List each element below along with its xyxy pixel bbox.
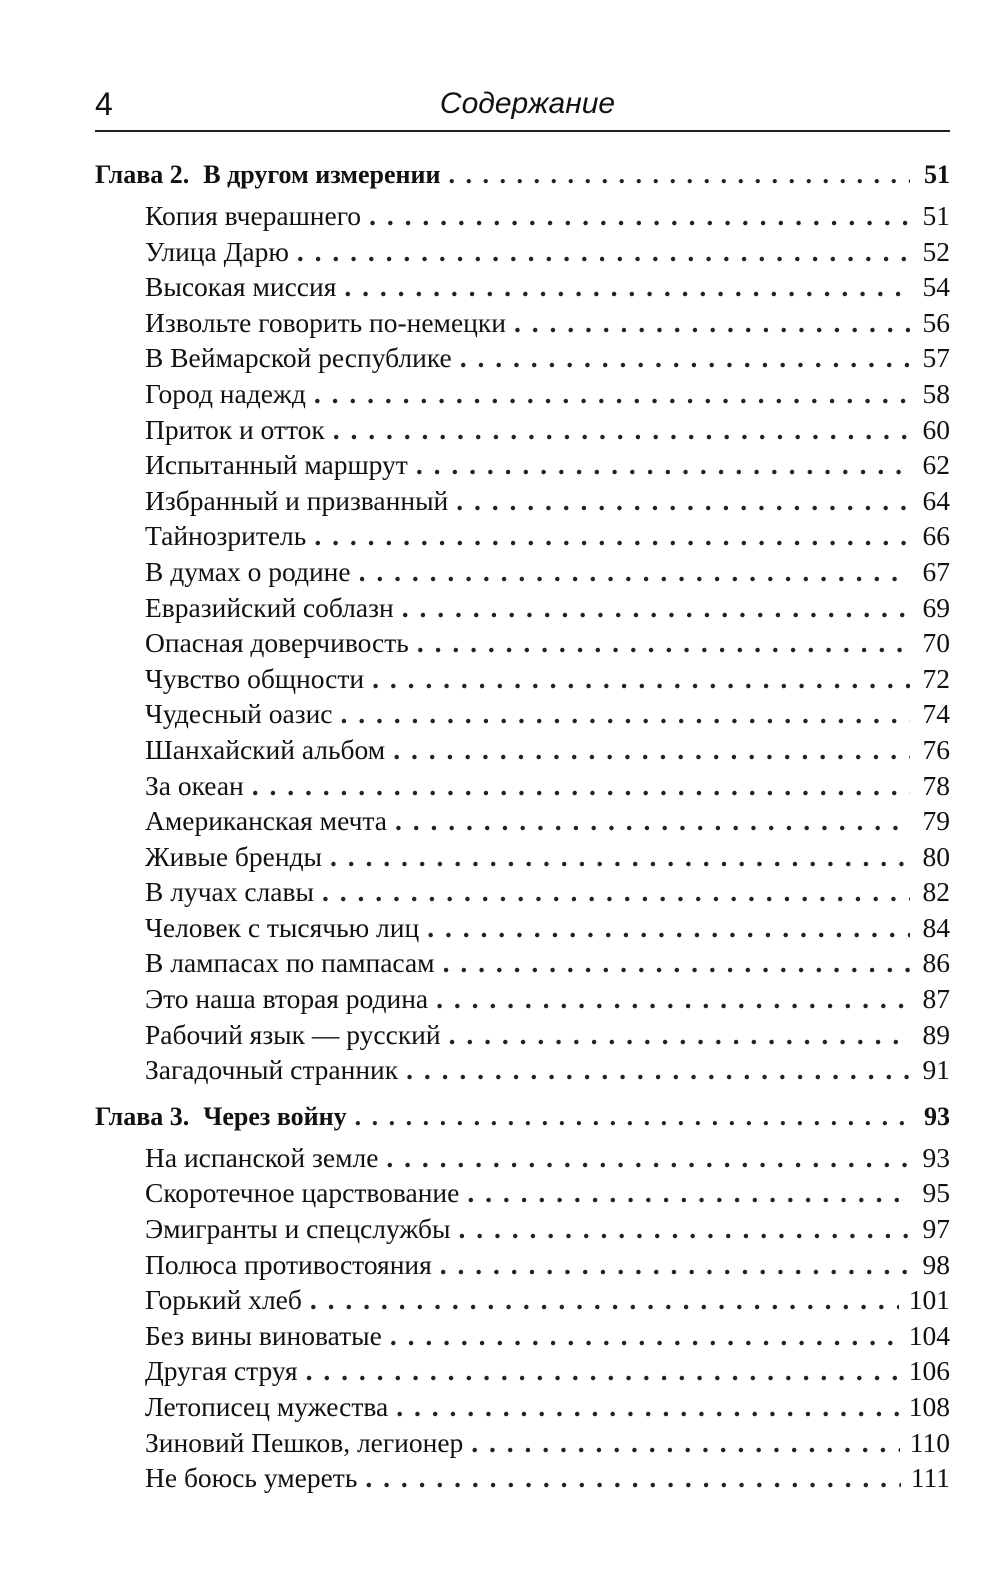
toc-entry-page-number: 98 bbox=[922, 1248, 950, 1280]
dot-leader bbox=[406, 1052, 910, 1088]
toc-entry bbox=[95, 1389, 950, 1425]
toc-entry bbox=[95, 554, 950, 590]
toc-entry-page-number: 108 bbox=[908, 1391, 950, 1422]
toc-entry-title: Избранный и призванный bbox=[145, 484, 449, 516]
toc-entry-title: На испанской земле bbox=[145, 1141, 379, 1173]
toc-entry-page-number: 111 bbox=[910, 1462, 950, 1494]
chapter-block bbox=[95, 156, 950, 1088]
toc-entry bbox=[95, 1175, 950, 1211]
toc-entry-title: Скоротечное царствование bbox=[145, 1177, 460, 1209]
dot-leader bbox=[252, 768, 910, 804]
chapter-heading bbox=[95, 156, 950, 194]
toc-entry-page-number: 57 bbox=[922, 342, 950, 374]
toc-entry bbox=[95, 483, 950, 519]
toc-entry bbox=[95, 625, 950, 661]
toc-entry-page-number: 101 bbox=[908, 1284, 950, 1316]
chapter-title bbox=[95, 1098, 347, 1136]
dot-leader bbox=[390, 1318, 899, 1354]
toc-entry bbox=[95, 1140, 950, 1176]
dot-leader bbox=[314, 376, 910, 412]
toc-entry-title: Высокая миссия bbox=[145, 271, 337, 303]
toc-entry-title: Улица Дарю bbox=[145, 235, 289, 267]
toc-entry-title: За океан bbox=[145, 769, 244, 801]
dot-leader bbox=[341, 696, 910, 732]
dot-leader bbox=[456, 483, 910, 519]
chapter-label: Глава 3. bbox=[95, 1101, 190, 1131]
chapter-heading bbox=[95, 1098, 950, 1136]
toc-entry bbox=[95, 518, 950, 554]
toc-entry-page-number: 76 bbox=[922, 733, 950, 765]
toc-entry-page-number: 86 bbox=[922, 947, 950, 979]
dot-leader bbox=[386, 1140, 910, 1176]
dot-leader bbox=[443, 945, 910, 981]
toc-entry-page-number: 67 bbox=[922, 555, 950, 587]
dot-leader bbox=[449, 156, 911, 194]
toc-entry bbox=[95, 768, 950, 804]
toc-entry-title: Эмигранты и спецслужбы bbox=[145, 1213, 451, 1245]
toc-entry bbox=[95, 839, 950, 875]
dot-leader bbox=[393, 732, 910, 768]
dot-leader bbox=[514, 305, 910, 341]
toc-entry-page-number: 104 bbox=[908, 1319, 950, 1351]
toc-entry-page-number: 60 bbox=[922, 413, 950, 445]
toc-entry-title: Шанхайский альбом bbox=[145, 733, 386, 765]
toc-entry bbox=[95, 945, 950, 981]
dot-leader bbox=[314, 518, 910, 554]
toc-entry-title: Летописец мужества bbox=[145, 1391, 389, 1422]
dot-leader bbox=[372, 661, 910, 697]
dot-leader bbox=[402, 590, 910, 626]
toc-entry-title: Рабочий язык — русский bbox=[145, 1018, 441, 1050]
toc-entry bbox=[95, 874, 950, 910]
dot-leader bbox=[395, 803, 910, 839]
dot-leader bbox=[427, 910, 910, 946]
dot-leader bbox=[306, 1353, 899, 1389]
toc-entry-title: Живые бренды bbox=[145, 840, 323, 872]
toc-entry-page-number: 95 bbox=[922, 1177, 950, 1209]
dot-leader bbox=[396, 1389, 899, 1425]
dot-leader bbox=[330, 839, 910, 875]
dot-leader bbox=[333, 412, 910, 448]
toc-entry-title: Чувство общности bbox=[145, 662, 365, 694]
toc-entry-page-number: 72 bbox=[922, 662, 950, 694]
toc-entry-page-number: 110 bbox=[909, 1426, 950, 1458]
dot-leader bbox=[355, 1098, 910, 1136]
dot-leader bbox=[458, 1211, 910, 1247]
toc-entry bbox=[95, 234, 950, 270]
toc-entry bbox=[95, 1353, 950, 1389]
toc-entry bbox=[95, 1052, 950, 1088]
toc-entry-title: Другая струя bbox=[145, 1355, 298, 1387]
toc-entry-title: Чудесный оазис bbox=[145, 698, 333, 730]
toc-entry bbox=[95, 1425, 950, 1461]
toc-entry-page-number: 97 bbox=[922, 1213, 950, 1245]
toc-entry bbox=[95, 269, 950, 305]
toc-entry bbox=[95, 1017, 950, 1053]
toc-entry bbox=[95, 732, 950, 768]
chapter-page-number: 51 bbox=[924, 160, 950, 189]
dot-leader bbox=[449, 1017, 910, 1053]
toc-entry-page-number: 106 bbox=[908, 1355, 950, 1387]
toc-entry bbox=[95, 910, 950, 946]
toc-entry-title: Опасная доверчивость bbox=[145, 627, 409, 659]
dot-leader bbox=[322, 874, 910, 910]
toc-entry-title: Испытанный маршрут bbox=[145, 449, 408, 481]
dot-leader bbox=[440, 1247, 910, 1283]
toc-entry bbox=[95, 803, 950, 839]
toc-entry bbox=[95, 305, 950, 341]
toc-entry-page-number: 58 bbox=[922, 377, 950, 409]
toc-entry-page-number: 91 bbox=[922, 1054, 950, 1086]
toc-entry-title: Тайнозритель bbox=[145, 520, 307, 552]
table-of-contents bbox=[95, 156, 950, 1496]
toc-entry-title: Приток и отток bbox=[145, 413, 325, 445]
dot-leader bbox=[416, 447, 910, 483]
toc-entry-title: Зиновий Пешков, легионер bbox=[145, 1426, 464, 1458]
chapter-label: Глава 2. bbox=[95, 160, 190, 189]
dot-leader bbox=[297, 234, 910, 270]
toc-entry-page-number: 66 bbox=[922, 520, 950, 552]
dot-leader bbox=[369, 198, 910, 234]
toc-entry-title: Полюса противостояния bbox=[145, 1248, 432, 1280]
toc-entry-title: В Веймарской республике bbox=[145, 342, 452, 374]
dot-leader bbox=[436, 981, 910, 1017]
toc-entry bbox=[95, 1282, 950, 1318]
toc-entry-page-number: 64 bbox=[922, 484, 950, 516]
toc-entry-page-number: 93 bbox=[922, 1141, 950, 1173]
toc-entry-page-number: 69 bbox=[922, 591, 950, 623]
toc-entry bbox=[95, 412, 950, 448]
toc-entry-page-number: 74 bbox=[922, 698, 950, 730]
toc-entry-page-number: 51 bbox=[922, 200, 950, 231]
chapter-name: В другом измерении bbox=[203, 160, 441, 189]
dot-leader bbox=[467, 1175, 910, 1211]
page-number: 4 bbox=[95, 86, 113, 122]
toc-entry bbox=[95, 1211, 950, 1247]
running-title: Содержание bbox=[439, 87, 616, 120]
dot-leader bbox=[344, 269, 910, 305]
chapter-block bbox=[95, 1098, 950, 1496]
toc-entry bbox=[95, 340, 950, 376]
toc-entry bbox=[95, 198, 950, 234]
toc-entry-page-number: 79 bbox=[922, 805, 950, 837]
dot-leader bbox=[471, 1425, 899, 1461]
dot-leader bbox=[417, 625, 910, 661]
toc-entry-title: В лампасах по пампасам bbox=[145, 947, 435, 979]
toc-entry-title: Город надежд bbox=[145, 377, 306, 409]
chapter-name: Через войну bbox=[203, 1101, 347, 1131]
dot-leader bbox=[365, 1460, 900, 1496]
toc-entry-page-number: 82 bbox=[922, 876, 950, 908]
toc-entry bbox=[95, 696, 950, 732]
chapter-page-number: 93 bbox=[924, 1101, 950, 1131]
toc-entry bbox=[95, 1318, 950, 1354]
toc-entry-page-number: 70 bbox=[922, 627, 950, 659]
toc-entry-page-number: 80 bbox=[922, 840, 950, 872]
dot-leader bbox=[460, 340, 910, 376]
toc-entry-title: В лучах славы bbox=[145, 876, 314, 908]
toc-entry-title: Человек с тысячью лиц bbox=[145, 911, 420, 943]
dot-leader bbox=[310, 1282, 899, 1318]
toc-entry-title: В думах о родине bbox=[145, 555, 351, 587]
toc-entry-page-number: 84 bbox=[922, 911, 950, 943]
toc-entry-title: Копия вчерашнего bbox=[145, 200, 362, 231]
toc-entry bbox=[95, 661, 950, 697]
toc-entry bbox=[95, 590, 950, 626]
toc-entry-page-number: 52 bbox=[922, 235, 950, 267]
toc-entry-title: Без вины виноватые bbox=[145, 1319, 382, 1351]
toc-entry-title: Евразийский соблазн bbox=[145, 591, 394, 623]
chapter-title bbox=[95, 156, 441, 194]
toc-entry-page-number: 62 bbox=[922, 449, 950, 481]
toc-entry bbox=[95, 1247, 950, 1283]
toc-entry-title: Американская мечта bbox=[145, 805, 387, 837]
toc-entry-title: Это наша вторая родина bbox=[145, 983, 429, 1015]
toc-entry-title: Извольте говорить по-немецки bbox=[145, 306, 506, 338]
toc-entry-title: Горький хлеб bbox=[145, 1284, 302, 1316]
running-head bbox=[95, 84, 950, 132]
toc-entry-page-number: 89 bbox=[922, 1018, 950, 1050]
toc-entry bbox=[95, 981, 950, 1017]
toc-entry-page-number: 56 bbox=[922, 306, 950, 338]
toc-entry-page-number: 87 bbox=[922, 983, 950, 1015]
toc-entry-page-number: 54 bbox=[922, 271, 950, 303]
toc-entry bbox=[95, 376, 950, 412]
toc-entry-title: Загадочный странник bbox=[145, 1054, 399, 1086]
toc-entry bbox=[95, 447, 950, 483]
toc-entry-page-number: 78 bbox=[922, 769, 950, 801]
dot-leader bbox=[359, 554, 910, 590]
toc-entry-title: Не боюсь умереть bbox=[145, 1462, 358, 1494]
toc-entry bbox=[95, 1460, 950, 1496]
